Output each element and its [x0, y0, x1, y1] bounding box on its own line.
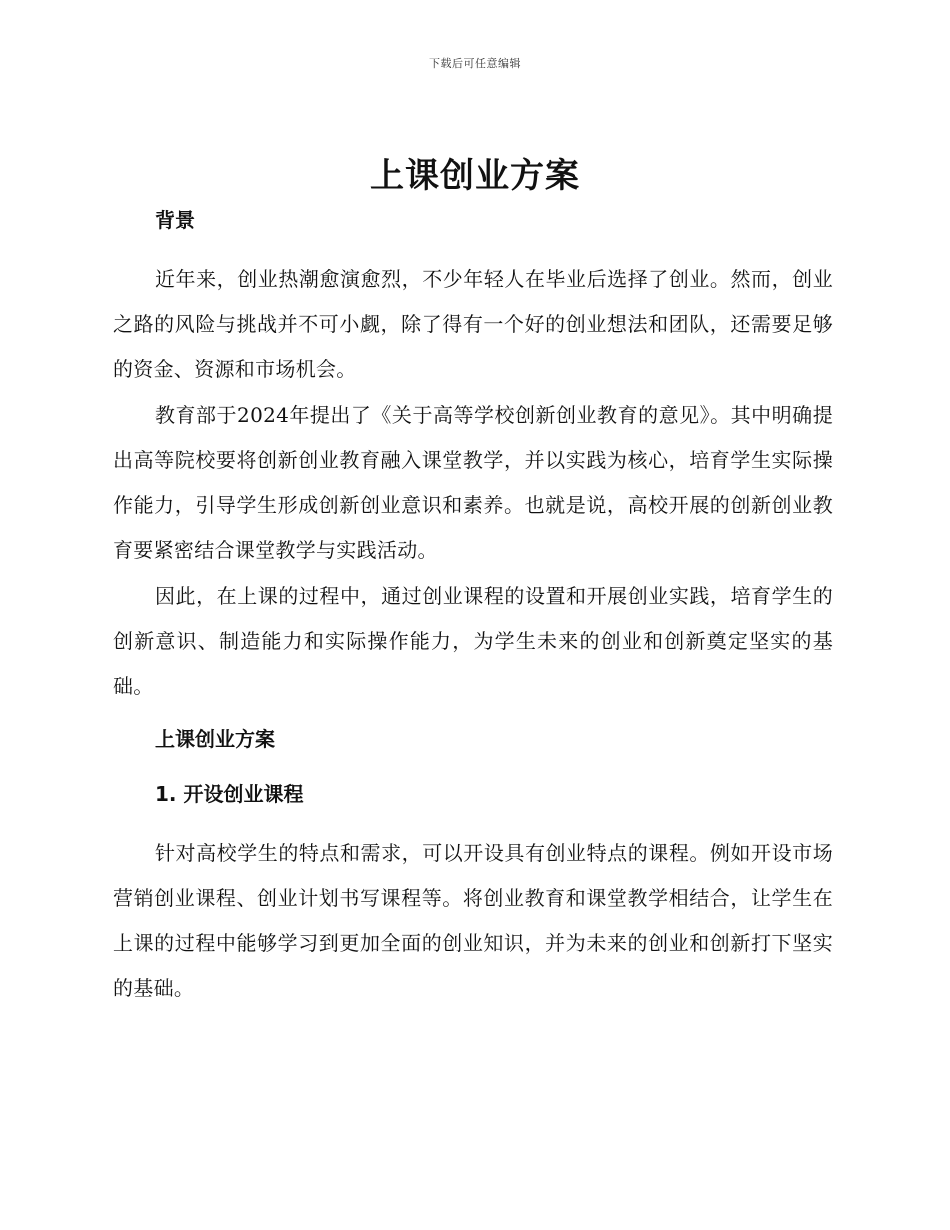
- paragraph-background-2: 教育部于2024年提出了《关于高等学校创新创业教育的意见》。其中明确提出高等院校要将创新创业教育融入课堂教学，并以实践为核心，培育学生实际操作能力，引导学生形成创新创业意识和素养。也就是说，高校开展的创新创业教育要紧密结合课堂教学与实践活动。: [113, 403, 833, 562]
- section-heading-plan: 上课创业方案: [155, 727, 275, 751]
- document-body: [113, 204, 833, 1011]
- section-heading-background: 背景: [155, 208, 195, 232]
- paragraph-background-3: 因此，在上课的过程中，通过创业课程的设置和开展创业实践，培育学生的创新意识、制造能力和实际操作能力，为学生未来的创业和创新奠定坚实的基础。: [113, 584, 833, 698]
- paragraph-background-1: 近年来，创业热潮愈演愈烈，不少年轻人在毕业后选择了创业。然而，创业之路的风险与挑战并不可小觑，除了得有一个好的创业想法和团队，还需要足够的资金、资源和市场机会。: [113, 267, 833, 381]
- subsection-heading-courses: 1. 开设创业课程: [155, 782, 304, 806]
- document-title: 上课创业方案: [370, 156, 580, 196]
- page-header-note: 下载后可任意编辑: [429, 57, 521, 70]
- paragraph-courses-1: 针对高校学生的特点和需求，可以开设具有创业特点的课程。例如开设市场营销创业课程、创业计划书写课程等。将创业教育和课堂教学相结合，让学生在上课的过程中能够学习到更加全面的创业知识，并为未来的创业和创新打下坚实的基础。: [113, 841, 833, 1000]
